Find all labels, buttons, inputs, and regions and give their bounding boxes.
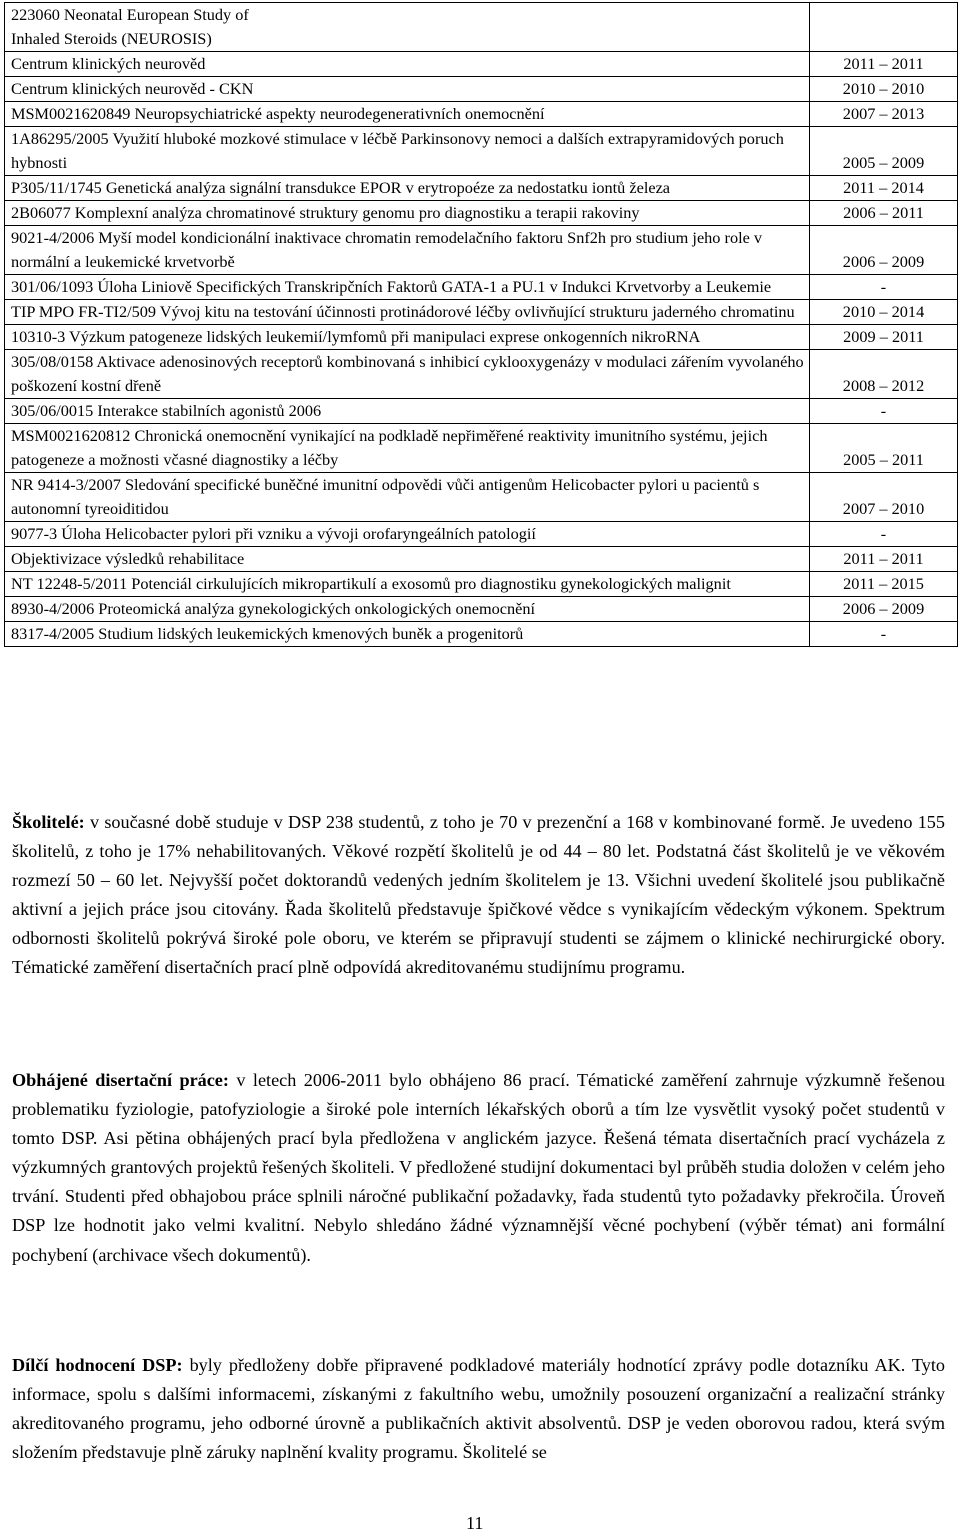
grant-row [5,597,958,622]
grants-table-body [5,3,958,647]
grant-project: MSM0021620849 Neuropsychiatrické aspekty neurodegenerativních onemocnění [5,102,810,127]
grant-row [5,399,958,424]
grant-years: 2010 – 2010 [810,77,958,102]
grant-project: 9021-4/2006 Myší model kondicionální inaktivace chromatin remodelačního faktoru Snf2h pro studium jeho role v normální a leukemické krvetvorbě [5,226,810,275]
grant-project: 2B06077 Komplexní analýza chromatinové struktury genomu pro diagnostiku a terapii rakoviny [5,201,810,226]
grant-row [5,102,958,127]
grant-row [5,52,958,77]
grant-years: 2011 – 2011 [810,547,958,572]
grant-row [5,622,958,647]
grant-row [5,473,958,522]
section-supervisors-heading: Školitelé: [12,812,85,832]
grant-project: NT 12248-5/2011 Potenciál cirkulujících mikropartikulí a exosomů pro diagnostiku gynekologických malignit [5,572,810,597]
grant-years: - [810,522,958,547]
grant-years: 2006 – 2009 [810,226,958,275]
grant-project: Centrum klinických neurověd - CKN [5,77,810,102]
section-partial-evaluation [12,1351,945,1467]
grant-project: Objektivizace výsledků rehabilitace [5,547,810,572]
grant-years: - [810,622,958,647]
grant-years: 2009 – 2011 [810,325,958,350]
grant-years: 2011 – 2011 [810,52,958,77]
grant-years: 2008 – 2012 [810,350,958,399]
grant-years: 2011 – 2014 [810,176,958,201]
grant-project: NR 9414-3/2007 Sledování specifické buněčné imunitní odpovědi vůči antigenům Helicobacter pylori u pacientů s autonomní tyreoiditidou [5,473,810,522]
grant-row [5,77,958,102]
section-defended-theses [12,1066,945,1270]
grant-project: MSM0021620812 Chronická onemocnění vynikající na podkladě nepřiměřené reaktivity imunitního systému, jejich patogeneze a možnosti včasné diagnostiky a léčby [5,424,810,473]
grant-row [5,572,958,597]
grant-years: - [810,399,958,424]
grant-years: - [810,275,958,300]
grant-row [5,325,958,350]
section-defended-theses-heading: Obhájené disertační práce: [12,1070,229,1090]
grant-project: 10310-3 Výzkum patogeneze lidských leukemií/lymfomů při manipulaci exprese onkogenních nikroRNA [5,325,810,350]
grants-table [4,2,958,647]
grant-years: 2006 – 2011 [810,201,958,226]
grant-project: P305/11/1745 Genetická analýza signální transdukce EPOR v erytropoéze za nedostatku iontů železa [5,176,810,201]
grant-row [5,424,958,473]
grant-row [5,275,958,300]
grant-years: 2007 – 2010 [810,473,958,522]
section-defended-theses-text: v letech 2006-2011 bylo obhájeno 86 prací. Tématické zaměření zahrnuje výzkumně řešenou problematiku fyziologie, patofyziologie a široké pole interních lékařských oborů a tím lze vysvětlit vysoký počet studentů v tomto DSP. Asi pětina obhájených prací byla předložena v anglickém jazyce. Řešená témata disertačních prací vycházela z výzkumných grantových projektů řešených školiteli. V předložené studijní dokumentaci byl průběh studia doložen v celém jeho trvání. Studenti před obhajobou práce splnili náročné publikační požadavky, řada studentů tyto požadavky překročila. Úroveň DSP lze hodnotit jako velmi kvalitní. Nebylo shledáno žádné významnější věcné pochybení (výběr témat) ani formální pochybení (archivace všech dokumentů). [12,1070,945,1265]
section-partial-evaluation-heading: Dílčí hodnocení DSP: [12,1355,183,1375]
grant-project: 305/08/0158 Aktivace adenosinových receptorů kombinovaná s inhibicí cyklooxygenázy v modulaci zářením vyvolaného poškození kostní dřeně [5,350,810,399]
grant-project: 223060 Neonatal European Study of Inhaled Steroids (NEUROSIS) [5,3,810,52]
grant-project: 1A86295/2005 Využití hluboké mozkové stimulace v léčbě Parkinsonovy nemoci a dalších extrapyramidových poruch hybnosti [5,127,810,176]
grant-row [5,226,958,275]
grant-project: TIP MPO FR-TI2/509 Vývoj kitu na testování účinnosti protinádorové léčby ovlivňující strukturu jaderného chromatinu [5,300,810,325]
grant-row [5,3,958,52]
grant-row [5,522,958,547]
grant-row [5,127,958,176]
grant-years [810,3,958,52]
grant-project: 8930-4/2006 Proteomická analýza gynekologických onkologických onemocnění [5,597,810,622]
grant-project: 8317-4/2005 Studium lidských leukemických kmenových buněk a progenitorů [5,622,810,647]
grant-project: 9077-3 Úloha Helicobacter pylori při vzniku a vývoji orofaryngeálních patologií [5,522,810,547]
page-number: 11 [466,1513,484,1533]
section-supervisors-text: v současné době studuje v DSP 238 studentů, z toho je 70 v prezenční a 168 v kombinované formě. Je uvedeno 155 školitelů, z toho je 17% nehabilitovaných. Věkové rozpětí školitelů je od 44 – 80 let. Podstatná část školitelů je ve věkovém rozmezí 50 – 60 let. Nejvyšší počet doktorandů vedených jedním školitelem je 13. Všichni uvedení školitelé jsou publikačně aktivní a jejich práce jsou citovány. Řada školitelů představuje špičkové vědce s vynikajícím vědeckým výkonem. Spektrum odbornosti školitelů pokrývá široké pole oboru, ve kterém se připravují studenti se zájmem o klinické nechirurgické obory. Tématické zaměření disertačních prací plně odpovídá akreditovanému studijnímu programu. [12,812,945,978]
grant-years: 2007 – 2013 [810,102,958,127]
grant-project: Centrum klinických neurověd [5,52,810,77]
grant-row [5,176,958,201]
grant-row [5,201,958,226]
grant-years: 2010 – 2014 [810,300,958,325]
grant-project: 305/06/0015 Interakce stabilních agonistů 2006 [5,399,810,424]
grant-row [5,300,958,325]
grant-row [5,350,958,399]
grant-years: 2005 – 2009 [810,127,958,176]
grant-years: 2006 – 2009 [810,597,958,622]
grant-years: 2005 – 2011 [810,424,958,473]
grant-years: 2011 – 2015 [810,572,958,597]
grant-row [5,547,958,572]
section-supervisors [12,808,945,983]
section-partial-evaluation-text: byly předloženy dobře připravené podkladové materiály hodnotící zprávy podle dotazníku AK. Tyto informace, spolu s dalšími informacemi, získanými z fakultního webu, umožnily posouzení organizační a realizační stránky akreditovaného programu, jeho odborné úrovně a publikačních aktivit absolventů. DSP je veden oborovou radou, která svým složením představuje plně záruky naplnění kvality programu. Školitelé se [12,1355,945,1463]
grant-project: 301/06/1093 Úloha Liniově Specifických Transkripčních Faktorů GATA-1 a PU.1 v Indukci Krvetvorby a Leukemie [5,275,810,300]
